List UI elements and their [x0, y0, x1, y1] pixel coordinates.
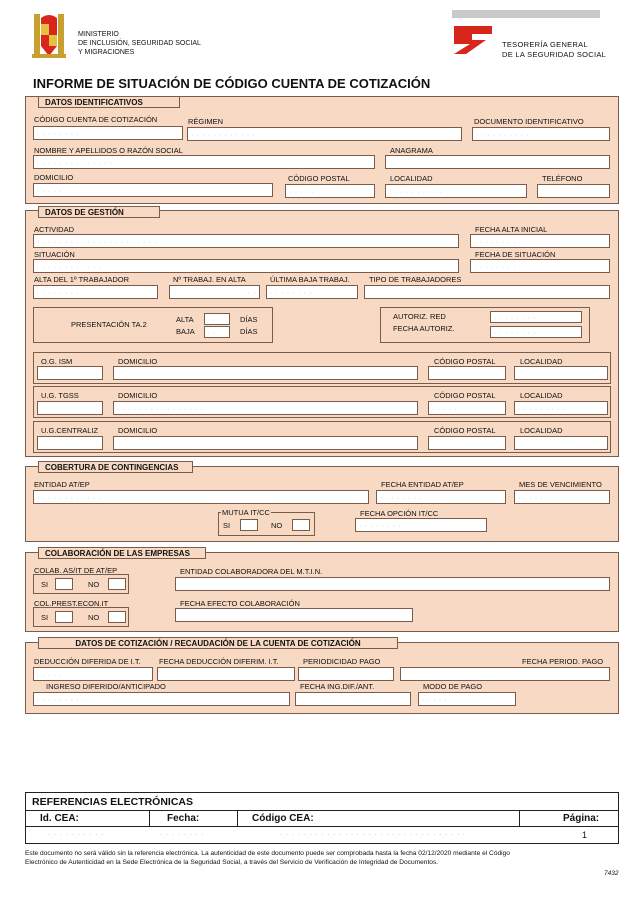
field-ugc-domicilio — [113, 436, 418, 450]
label-fecha-deduccion: FECHA DEDUCCIÓN DIFERIM. I.T. — [159, 657, 279, 666]
label-colab-si: SI — [41, 580, 49, 589]
ministry-line2: DE INCLUSIÓN, SEGURIDAD SOCIAL — [78, 40, 201, 47]
refs-divider-2 — [25, 826, 619, 827]
label-ug-cp: CÓDIGO POSTAL — [434, 391, 496, 400]
label-localidad: LOCALIDAD — [390, 174, 433, 183]
tgss-line2: DE LA SEGURIDAD SOCIAL — [502, 50, 607, 59]
section-cobertura — [25, 466, 619, 542]
label-presentacion: PRESENTACIÓN TA.2 — [71, 320, 147, 329]
section-identificativos-title: DATOS IDENTIFICATIVOS — [38, 96, 180, 108]
field-og-localidad — [514, 366, 608, 380]
label-fecha-ing: FECHA ING.DIF./ANT. — [300, 682, 375, 691]
footer-note — [25, 849, 621, 867]
label-mutua-no: NO — [271, 521, 283, 530]
field-modo-pago: · · · · · — [418, 692, 516, 706]
refs-col-3 — [519, 810, 520, 826]
label-og-domicilio: DOMICILIO — [118, 357, 158, 366]
label-nombre: NOMBRE Y APELLIDOS O RAZÓN SOCIAL — [34, 146, 183, 155]
label-dias-baja: DÍAS — [240, 327, 258, 336]
label-colab-asit: COLAB. AS/IT DE AT/EP — [34, 566, 118, 575]
section-gestion-title: DATOS DE GESTIÓN — [38, 206, 160, 218]
field-situacion: · · · · · · · · · · · · — [33, 259, 459, 273]
field-fecha-period — [400, 667, 610, 681]
refs-id-cea-value: · · · · · · · · · · — [48, 830, 105, 839]
field-regimen: · · · · · · · · · · · · — [187, 127, 462, 141]
label-prest-si: SI — [41, 613, 49, 622]
label-fecha-alta-inicial: FECHA ALTA INICIAL — [475, 225, 548, 234]
spain-coat-of-arms-icon — [30, 12, 68, 64]
label-ultima-baja: ÚLTIMA BAJA TRABAJ. — [270, 275, 350, 284]
field-fecha-ing — [295, 692, 411, 706]
field-actividad: · · · · · · · · · · · · · · · · · · · · · · — [33, 234, 459, 248]
label-ugc-domicilio: DOMICILIO — [118, 426, 158, 435]
label-ug-domicilio: DOMICILIO — [118, 391, 158, 400]
refs-codigo-cea-label: Código CEA: — [252, 813, 314, 824]
checkbox-prest-no[interactable] — [108, 611, 126, 623]
checkbox-mutua-no[interactable] — [292, 519, 310, 531]
field-mes-venc: · · · · · — [514, 490, 610, 504]
field-og-ism — [37, 366, 103, 380]
field-alta-dias: · · — [204, 313, 230, 325]
refs-codigo-cea-value: · · · · · · · · · · · · · · · · · · · · · · · · · · · · · · · · — [280, 830, 466, 839]
label-og-cp: CÓDIGO POSTAL — [434, 357, 496, 366]
label-modo-pago: MODO DE PAGO — [423, 682, 483, 691]
field-ultima-baja: · · · · · · · · — [266, 285, 358, 299]
label-og-ism: O.G. ISM — [41, 357, 73, 366]
refs-divider-1 — [25, 810, 619, 811]
refs-fecha-value: · · · · · · · · — [160, 830, 205, 839]
label-periodicidad: PERIODICIDAD PAGO — [303, 657, 381, 666]
field-fecha-entidad-atep: · · · · · · · · — [376, 490, 506, 504]
field-periodicidad — [298, 667, 394, 681]
footer-code: 7432 — [604, 870, 619, 877]
refs-title: REFERENCIAS ELECTRÓNICAS — [32, 796, 194, 808]
checkbox-mutua-si[interactable] — [240, 519, 258, 531]
label-og-localidad: LOCALIDAD — [520, 357, 563, 366]
field-fecha-deduccion — [157, 667, 295, 681]
label-mutua: MUTUA IT/CC — [222, 508, 270, 517]
tgss-line1: TESORERÍA GENERAL — [502, 40, 588, 49]
label-autoriz-red: AUTORIZ. RED — [393, 312, 446, 321]
checkbox-prest-si[interactable] — [55, 611, 73, 623]
label-fecha-situacion: FECHA DE SITUACIÓN — [475, 250, 556, 259]
label-situacion: SITUACIÓN — [34, 250, 75, 259]
label-ugc-localidad: LOCALIDAD — [520, 426, 563, 435]
field-nombre: · · · · · · · · · · · · · · — [33, 155, 375, 169]
label-domicilio: DOMICILIO — [34, 173, 74, 182]
label-fecha-autoriz: FECHA AUTORIZ. — [393, 324, 455, 333]
field-og-domicilio — [113, 366, 418, 380]
field-ug-cp: · · · · · — [428, 401, 506, 415]
label-telefono: TELÉFONO — [542, 174, 583, 183]
field-entidad-colab — [175, 577, 610, 591]
field-telefono — [537, 184, 610, 198]
label-fecha-entidad-atep: FECHA ENTIDAD AT/EP — [381, 480, 464, 489]
field-autoriz-red: · · · · · · · · — [490, 311, 582, 323]
tgss-name — [502, 40, 606, 60]
label-baja: BAJA — [176, 327, 195, 336]
label-regimen: RÉGIMEN — [188, 117, 224, 126]
field-fecha-efecto — [175, 608, 413, 622]
field-ingreso-dif: · · · · · · · · · — [33, 692, 290, 706]
field-ccc: · · · · · · · · — [33, 126, 183, 140]
label-fecha-opcion: FECHA OPCIÓN IT/CC — [360, 509, 439, 518]
field-og-cp — [428, 366, 506, 380]
field-baja-dias: · · — [204, 326, 230, 338]
label-mutua-si: SI — [223, 521, 231, 530]
label-alta: ALTA — [176, 315, 194, 324]
field-domicilio: · · · · · — [33, 183, 273, 197]
label-deduccion: DEDUCCIÓN DIFERIDA DE I.T. — [34, 657, 141, 666]
label-num-trab: Nº TRABAJ. EN ALTA — [173, 275, 246, 284]
field-ug-localidad: · · · · · · · · · — [514, 401, 608, 415]
label-ccc: CÓDIGO CUENTA DE COTIZACIÓN — [34, 115, 158, 124]
field-ugc-localidad — [514, 436, 608, 450]
section-cotizacion-title: DATOS DE COTIZACIÓN / RECAUDACIÓN DE LA CUENTA DE COTIZACIÓN — [38, 637, 398, 649]
label-ugc-cp: CÓDIGO POSTAL — [434, 426, 496, 435]
label-fecha-period: FECHA PERIOD. PAGO — [522, 657, 604, 666]
label-entidad-atep: ENTIDAD AT/EP — [34, 480, 90, 489]
label-mes-venc: MES DE VENCIMIENTO — [519, 480, 602, 489]
field-doc-ident: · · · · · · · · · · — [472, 127, 610, 141]
label-prest-no: NO — [88, 613, 100, 622]
field-entidad-atep: · · · · · · · · · · · · — [33, 490, 369, 504]
refs-pagina-label: Página: — [563, 813, 600, 824]
field-alta-1er: · · · · · · · · — [33, 285, 158, 299]
refs-col-1 — [149, 810, 150, 826]
field-fecha-alta-inicial: · · · · · · · · — [470, 234, 610, 248]
footer-note-line1: Este documento no será válido sin la referencia electrónica. La autenticidad de este documento puede ser comprobada hasta la fecha 02/12/2020 mediante el Código — [25, 850, 510, 857]
presentacion-group — [33, 307, 273, 343]
section-colaboracion-title: COLABORACIÓN DE LAS EMPRESAS — [38, 547, 206, 559]
label-col-prest: COL.PREST.ECON.IT — [34, 599, 109, 608]
label-ug-localidad: LOCALIDAD — [520, 391, 563, 400]
ministry-name — [78, 30, 201, 57]
field-tipo-trab — [364, 285, 610, 299]
label-cod-postal: CÓDIGO POSTAL — [288, 174, 350, 183]
footer-note-line2: Electrónico de Autenticidad en la Sede Electrónica de la Seguridad Social, a través del Servicio de Verificación de Integridad de Documentos. — [25, 859, 439, 866]
label-alta-1er: ALTA DEL 1º TRABAJADOR — [34, 275, 129, 284]
field-ug-tgss — [37, 401, 103, 415]
field-cod-postal: · · · · · — [285, 184, 375, 198]
label-dias-alta: DÍAS — [240, 315, 258, 324]
ministry-line1: MINISTERIO — [78, 31, 119, 38]
label-fecha-efecto: FECHA EFECTO COLABORACIÓN — [180, 599, 300, 608]
field-localidad: · · · · · · · · · · — [385, 184, 527, 198]
label-ingreso-dif: INGRESO DIFERIDO/ANTICIPADO — [46, 682, 166, 691]
label-colab-no: NO — [88, 580, 100, 589]
label-ug-tgss: U.G. TGSS — [41, 391, 79, 400]
label-ug-centraliz: U.G.CENTRALIZ — [41, 426, 99, 435]
field-deduccion: · · · · · — [33, 667, 153, 681]
checkbox-colab-no[interactable] — [108, 578, 126, 590]
refs-id-cea-label: Id. CEA: — [40, 813, 79, 824]
field-num-trab: · · — [169, 285, 260, 299]
ministry-line3: Y MIGRACIONES — [78, 49, 135, 56]
refs-fecha-label: Fecha: — [167, 813, 200, 824]
section-cobertura-title: COBERTURA DE CONTINGENCIAS — [38, 461, 193, 473]
refs-pagina-value: 1 — [582, 830, 588, 840]
refs-col-2 — [237, 810, 238, 826]
field-ugc-cp — [428, 436, 506, 450]
field-ug-domicilio: · · · · · · · · · · · · · · · · — [113, 401, 418, 415]
tgss-logo-icon — [452, 24, 494, 56]
label-actividad: ACTIVIDAD — [34, 225, 75, 234]
field-anagrama — [385, 155, 610, 169]
field-fecha-situacion: · · · · · · · · — [470, 259, 610, 273]
tgss-top-bar — [452, 10, 600, 18]
label-doc-ident: DOCUMENTO IDENTIFICATIVO — [474, 117, 584, 126]
label-tipo-trab: TIPO DE TRABAJADORES — [369, 275, 462, 284]
label-entidad-colab: ENTIDAD COLABORADORA DEL M.T.I.N. — [180, 567, 323, 576]
checkbox-colab-si[interactable] — [55, 578, 73, 590]
field-fecha-opcion: · · · · · · · · — [355, 518, 487, 532]
field-ug-centraliz — [37, 436, 103, 450]
field-fecha-autoriz: · · · · · · · · — [490, 326, 582, 338]
label-anagrama: ANAGRAMA — [390, 146, 433, 155]
document-title: INFORME DE SITUACIÓN DE CÓDIGO CUENTA DE COTIZACIÓN — [33, 76, 431, 91]
